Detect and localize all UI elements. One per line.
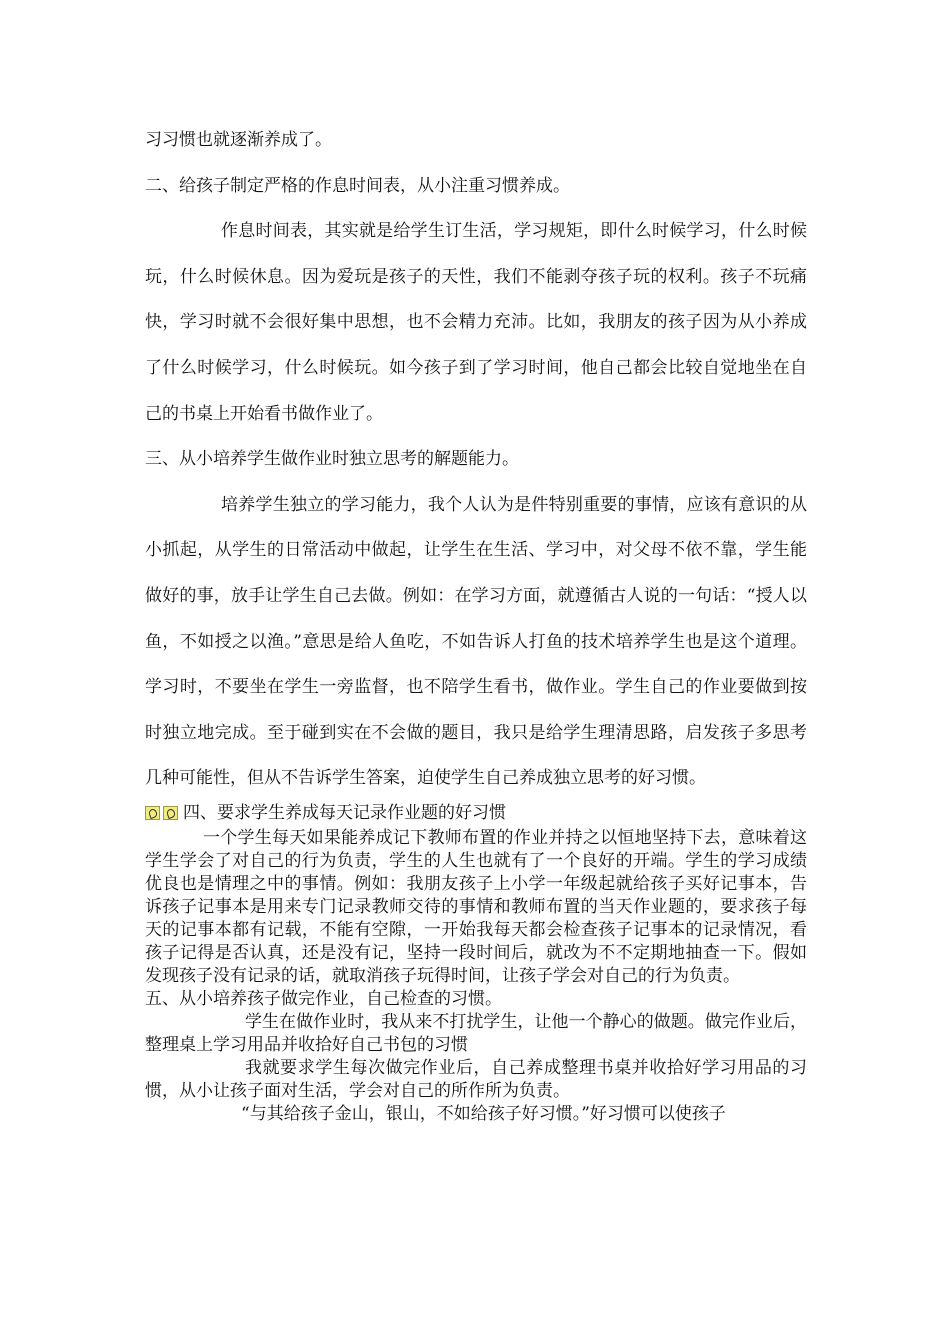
heading-section-4-text: 四、要求学生养成每天记录作业题的好习惯 xyxy=(183,802,506,823)
paragraph-schedule: 作息时间表，其实就是给学生订生活，学习规矩，即什么时候学习，什么时候玩，什么时候休息。因为爱玩是孩子的天性，我们不能剥夺孩子玩的权利。孩子不玩痛快，学习时就不会很好集中思想，也不会精力充沛。比如，我朋友的孩子因为从小养成了什么时候学习，什么时候玩。如今孩子到了学习时间，他自己都会比较自觉地坐在自己的书桌上开始看书做作业了。 xyxy=(145,221,807,424)
anchor-marker-icon xyxy=(145,804,181,827)
paragraph-quote: “与其给孩子金山，银山，不如给孩子好习惯。”好习惯可以使孩子 xyxy=(241,1103,726,1124)
heading-section-2: 二、给孩子制定严格的作息时间表，从小注重习惯养成。 xyxy=(145,175,570,196)
heading-section-5: 五、从小培养孩子做完作业，自己检查的习惯。 xyxy=(145,988,502,1009)
heading-section-3: 三、从小培养学生做作业时独立思考的解题能力。 xyxy=(145,449,519,470)
paragraph-independent-thinking: 培养学生独立的学习能力，我个人认为是件特别重要的事情，应该有意识的从小抓起，从学生的日常活动中做起，让学生在生活、学习中，对父母不依不靠，学生能做好的事，放手让学生自己去做。例如：在学习方面，就遵循古人说的一句话：“授人以鱼，不如授之以渔。”意思是给人鱼吃，不如告诉人打鱼的技术培养学生也是这个道理。学习时，不要坐在学生一旁监督，也不陪学生看书，做作业。学生自己的作业要做到按时独立地完成。至于碰到实在不会做的题目，我只是给学生理清思路，启发孩子多思考几种可能性，但从不告诉学生答案，迫使学生自己养成独立思考的好习惯。 xyxy=(145,494,807,789)
paragraph-no-disturb: 学生在做作业时，我从来不打扰学生，让他一个静心的做题。做完作业后，整理桌上学习用品并收拾好自己书包的习惯 xyxy=(145,1011,807,1055)
section-tight xyxy=(145,802,807,1126)
section-loose xyxy=(145,118,807,802)
heading-section-4 xyxy=(145,802,807,827)
paragraph-record-homework: 一个学生每天如果能养成记下教师布置的作业并持之以恒地坚持下去，意味着这学生学会了对自己的行为负责，学生的人生也就有了一个良好的开端。学生的学习成绩优良也是情理之中的事情。例如：我朋友孩子上小学一年级起就给孩子买好记事本，告诉孩子记事本是用来专门记录教师交待的事情和教师布置的当天作业题的，要求孩子每天的记事本都有记载，不能有空隙，一开始我每天都会检查孩子记事本的记录情况，看孩子记得是否认真，还是没有记，坚持一段时间后，就改为不不定期地抽查一下。假如发现孩子没有记录的话，就取消孩子玩得时间，让孩子学会对自己的行为负责。 xyxy=(145,827,807,986)
document-body xyxy=(145,118,807,1126)
paragraph-tidy-desk: 我就要求学生每次做完作业后，自己养成整理书桌并收拾好学习用品的习惯，从小让孩子面对生活，学会对自己的所作所为负责。 xyxy=(145,1057,807,1101)
paragraph-continuation: 习习惯也就逐渐养成了。 xyxy=(145,130,332,150)
